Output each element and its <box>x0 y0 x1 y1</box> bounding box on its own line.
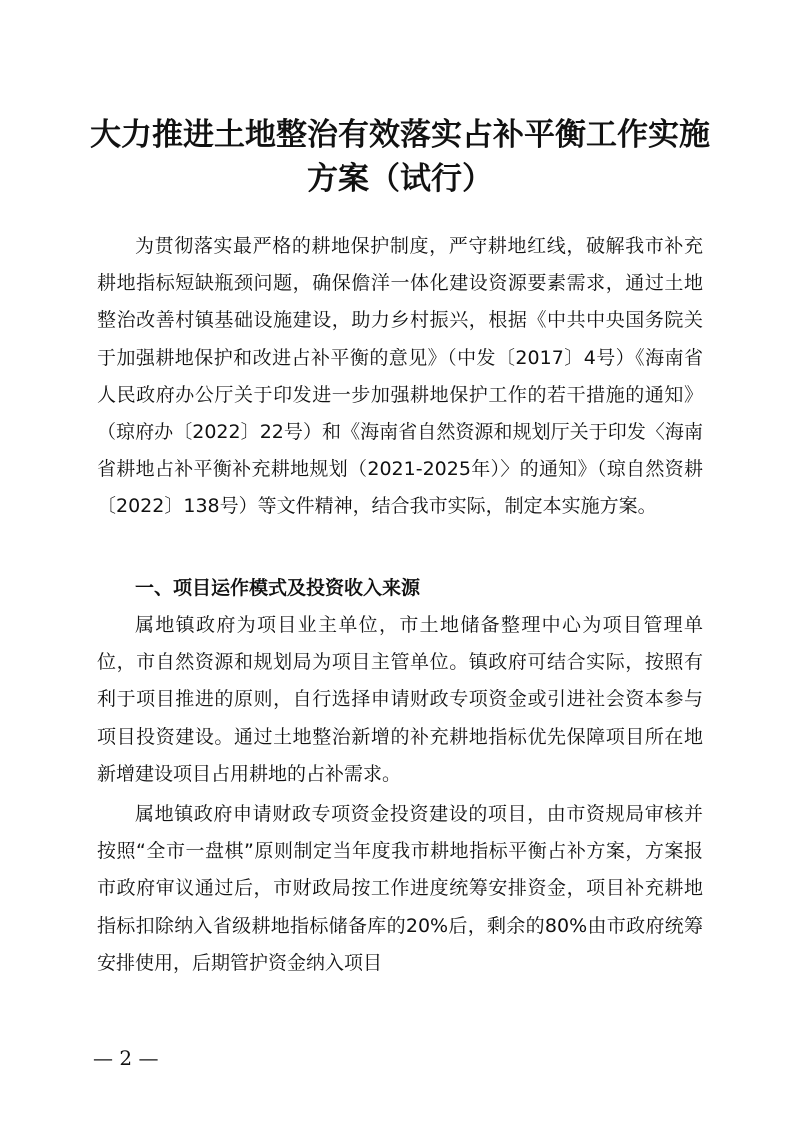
intro-paragraph: 为贯彻落实最严格的耕地保护制度，严守耕地红线，破解我市补充耕地指标短缺瓶颈问题，确保儋洋一体化建设资源要素需求，通过土地整治改善村镇基础设施建设，助力乡村振兴，根据《中共中央国务院关于加强耕地保护和改进占补平衡的意见》（中发〔2017〕4号）《海南省人民政府办公厅关于印发进一步加强耕地保护工作的若干措施的通知》（琼府办〔2022〕22号）和《海南省自然资源和规划厅关于印发〈海南省耕地占补平衡补充耕地规划（2021-2025年）〉的通知》（琼自然资耕〔2022〕138号）等文件精神，结合我市实际，制定本实施方案。 <box>97 235 703 518</box>
document-title-line-2: 方案（试行） <box>307 161 493 197</box>
section1-paragraph-2: 属地镇政府申请财政专项资金投资建设的项目，由市资规局审核并按照“全市一盘棋”原则制定当年度我市耕地指标平衡占补方案，方案报市政府审议通过后，市财政局按工作进度统筹安排资金，项目补充耕地指标扣除纳入省级耕地指标储备库的20%后，剩余的80%由市政府统筹安排使用，后期管护资金纳入项目 <box>97 803 703 974</box>
page-number: — 2 — <box>93 1046 159 1070</box>
section1-paragraph-1: 属地镇政府为项目业主单位，市土地储备整理中心为项目管理单位，市自然资源和规划局为项目主管单位。镇政府可结合实际，按照有利于项目推进的原则，自行选择申请财政专项资金或引进社会资本参与项目投资建设。通过土地整治新增的补充耕地指标优先保障项目所在地新增建设项目占用耕地的占补需求。 <box>97 614 703 785</box>
section-heading-1: 一、项目运作模式及投资收入来源 <box>135 577 421 599</box>
document-title-line-1: 大力推进土地整治有效落实占补平衡工作实施 <box>90 117 710 153</box>
